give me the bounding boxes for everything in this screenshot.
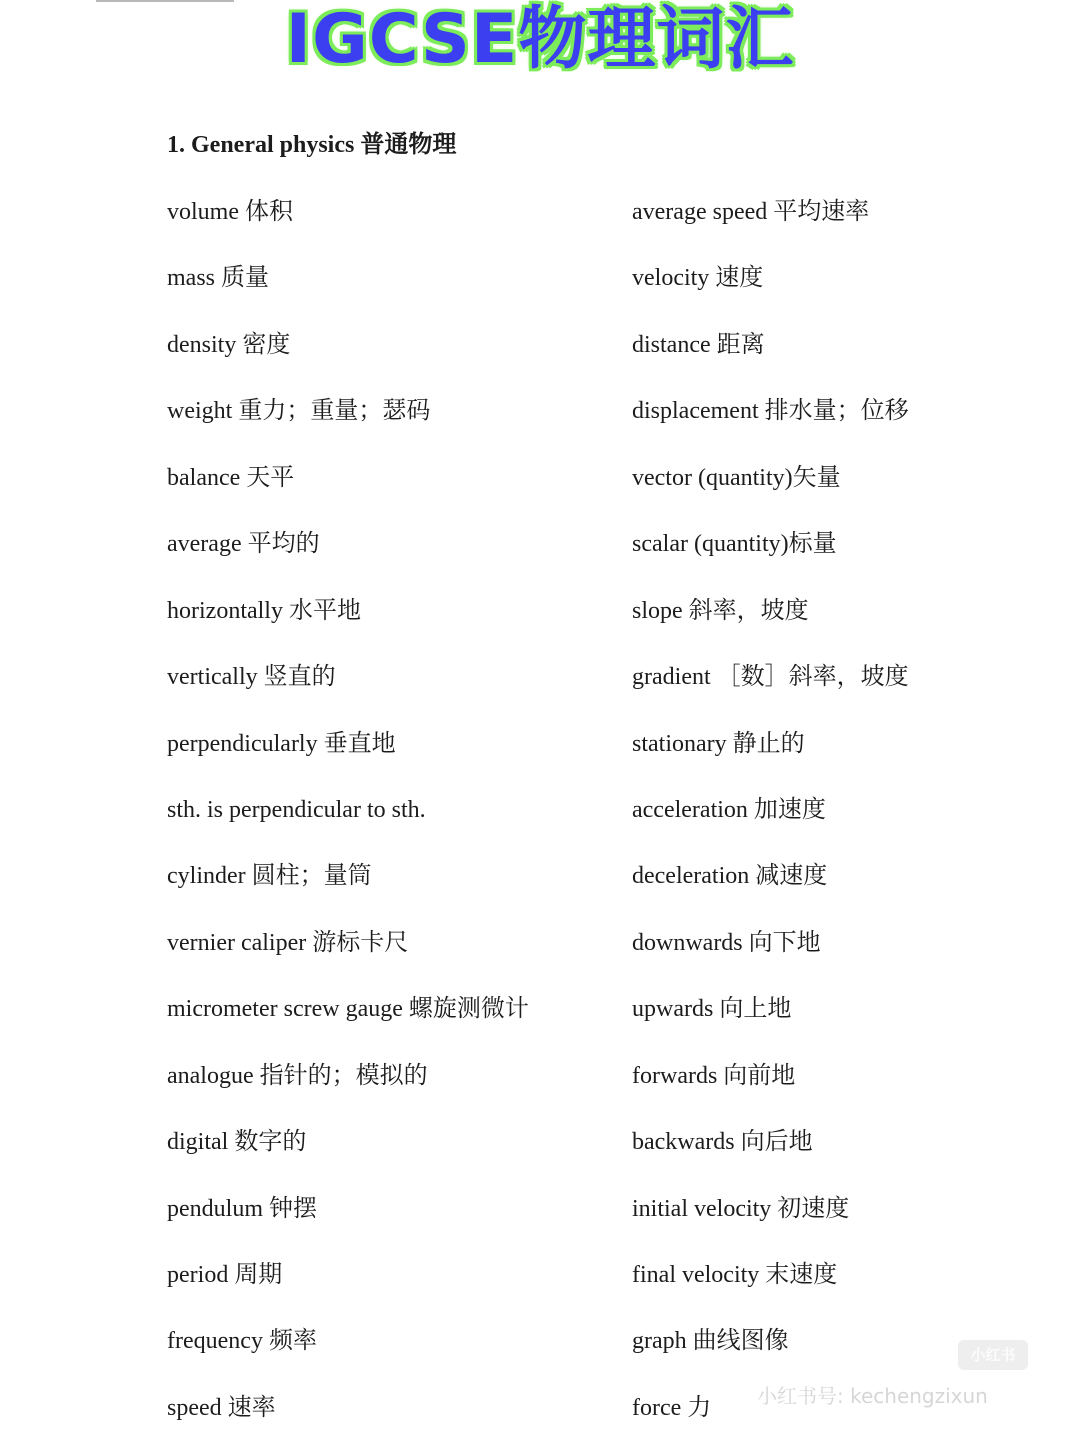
vocab-item: final velocity 末速度 [632, 1262, 838, 1288]
vocab-item: slope 斜率，坡度 [632, 597, 809, 624]
vocab-item: digital 数字的 [167, 1129, 307, 1156]
vocab-item: displacement 排水量；位移 [632, 398, 909, 425]
vocab-item: stationary 静止的 [632, 730, 805, 757]
vocab-item: perpendicularly 垂直地 [167, 730, 396, 757]
watermark-text: 小红书号: kechengzixun [757, 1384, 988, 1408]
vocab-item: frequency 频率 [167, 1328, 317, 1355]
vocab-item: downwards 向下地 [632, 929, 821, 956]
vocab-item: force 力 [632, 1394, 712, 1421]
vocab-item: volume 体积 [167, 199, 293, 225]
section-heading: 1. General physics 普通物理 [167, 132, 457, 158]
vocab-list-right [632, 193, 909, 1455]
vocab-item: period 周期 [167, 1262, 283, 1288]
vocab-item: density 密度 [167, 331, 291, 358]
vocab-item: analogue 指针的；模拟的 [167, 1062, 428, 1089]
vocab-item: graph 曲线图像 [632, 1328, 789, 1355]
vocab-item: sth. is perpendicular to sth. [167, 796, 426, 823]
vocab-item: vernier caliper 游标卡尺 [167, 929, 409, 956]
vocab-item: average speed 平均速率 [632, 199, 870, 225]
vocab-item: velocity 速度 [632, 265, 764, 292]
vocab-item: backwards 向后地 [632, 1129, 813, 1156]
vocab-item: average 平均的 [167, 531, 320, 558]
vocab-item: distance 距离 [632, 331, 765, 358]
vocab-item: gradient ［数］斜率，坡度 [632, 664, 909, 691]
vocab-item: balance 天平 [167, 464, 295, 491]
vocab-item: weight 重力；重量；瑟码 [167, 398, 431, 425]
vocab-item: cylinder 圆柱；量筒 [167, 863, 372, 890]
vocab-item: upwards 向上地 [632, 996, 792, 1023]
watermark-logo: 小红书 [958, 1340, 1028, 1370]
vocab-item: mass 质量 [167, 265, 269, 292]
vocab-item: initial velocity 初速度 [632, 1195, 850, 1222]
vocab-item: pendulum 钟摆 [167, 1195, 317, 1222]
vocab-item: forwards 向前地 [632, 1062, 796, 1089]
vocab-item: speed 速率 [167, 1394, 276, 1421]
vocab-item: horizontally 水平地 [167, 597, 361, 624]
vocab-item: vertically 竖直的 [167, 664, 336, 691]
vocab-item: micrometer screw gauge 螺旋测微计 [167, 996, 529, 1023]
vocab-item: vector (quantity)矢量 [632, 464, 841, 491]
vocab-item: scalar (quantity)标量 [632, 531, 837, 558]
page-title: IGCSE物理词汇 [285, 0, 795, 79]
vocab-list-left [167, 193, 529, 1455]
vocab-item: acceleration 加速度 [632, 796, 826, 823]
vocab-item: deceleration 减速度 [632, 863, 828, 890]
